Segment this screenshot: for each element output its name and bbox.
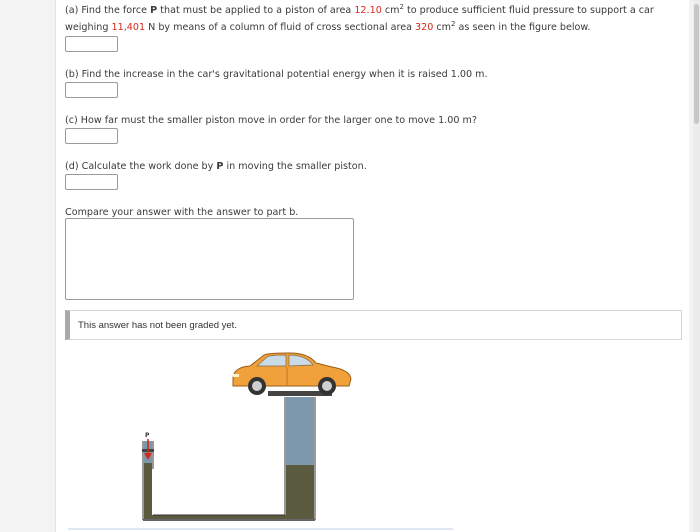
large-area-value: 320 <box>415 22 434 33</box>
question-b-text: (b) Find the increase in the car's gravitational potential energy when it is raised 1.00 m. <box>65 69 488 80</box>
question-d-text <box>65 158 367 175</box>
question-a-mid1: that must be applied to a piston of area <box>157 5 355 16</box>
force-symbol: P <box>150 5 158 16</box>
area-unit: cm <box>381 5 400 16</box>
bottom-divider <box>68 528 453 530</box>
answer-b-input[interactable] <box>65 82 118 98</box>
scrollbar[interactable] <box>693 0 700 532</box>
question-c-text: (c) How far must the smaller piston move in order for the larger one to move 1.00 m? <box>65 115 477 126</box>
compare-answer-textarea[interactable] <box>65 218 354 300</box>
u-tube-inner <box>152 469 286 515</box>
question-a-mid2: to produce sufficient fluid pressure to support a car <box>403 5 654 16</box>
hydraulic-lift-figure <box>130 345 380 525</box>
scroll-thumb[interactable] <box>694 4 699 124</box>
small-area-value: 12.10 <box>354 5 382 16</box>
answer-d-input[interactable] <box>65 174 118 190</box>
answer-c-input[interactable] <box>65 128 118 144</box>
car-headlight <box>233 374 239 377</box>
car-hub-rear <box>322 381 332 391</box>
car-hub-front <box>252 381 262 391</box>
area-unit-exponent: 2 <box>451 19 456 28</box>
graded-notice-text: This answer has not been graded yet. <box>78 320 237 331</box>
force-label: P <box>145 432 150 439</box>
area-unit-exponent: 2 <box>399 2 404 11</box>
answer-a-input[interactable] <box>65 36 118 52</box>
force-symbol: P <box>216 161 224 172</box>
large-column-fluid <box>286 397 314 465</box>
small-column-oil <box>144 463 152 519</box>
car-weight-value: 11,401 <box>111 22 146 33</box>
compare-prompt: Compare your answer with the answer to part b. <box>65 207 299 218</box>
question-a-text <box>65 2 665 36</box>
car-image <box>233 353 351 395</box>
question-a-mid3: N by means of a column of fluid of cross sectional area <box>145 22 416 33</box>
question-a-line2-start: weighing <box>65 22 112 33</box>
question-a-prefix: (a) Find the force <box>65 5 151 16</box>
question-d-prefix: (d) Calculate the work done by <box>65 161 217 172</box>
question-d-suffix: in moving the smaller piston. <box>223 161 367 172</box>
area-unit: cm <box>433 22 452 33</box>
question-a-suffix: as seen in the figure below. <box>455 22 591 33</box>
graded-notice <box>65 310 682 340</box>
